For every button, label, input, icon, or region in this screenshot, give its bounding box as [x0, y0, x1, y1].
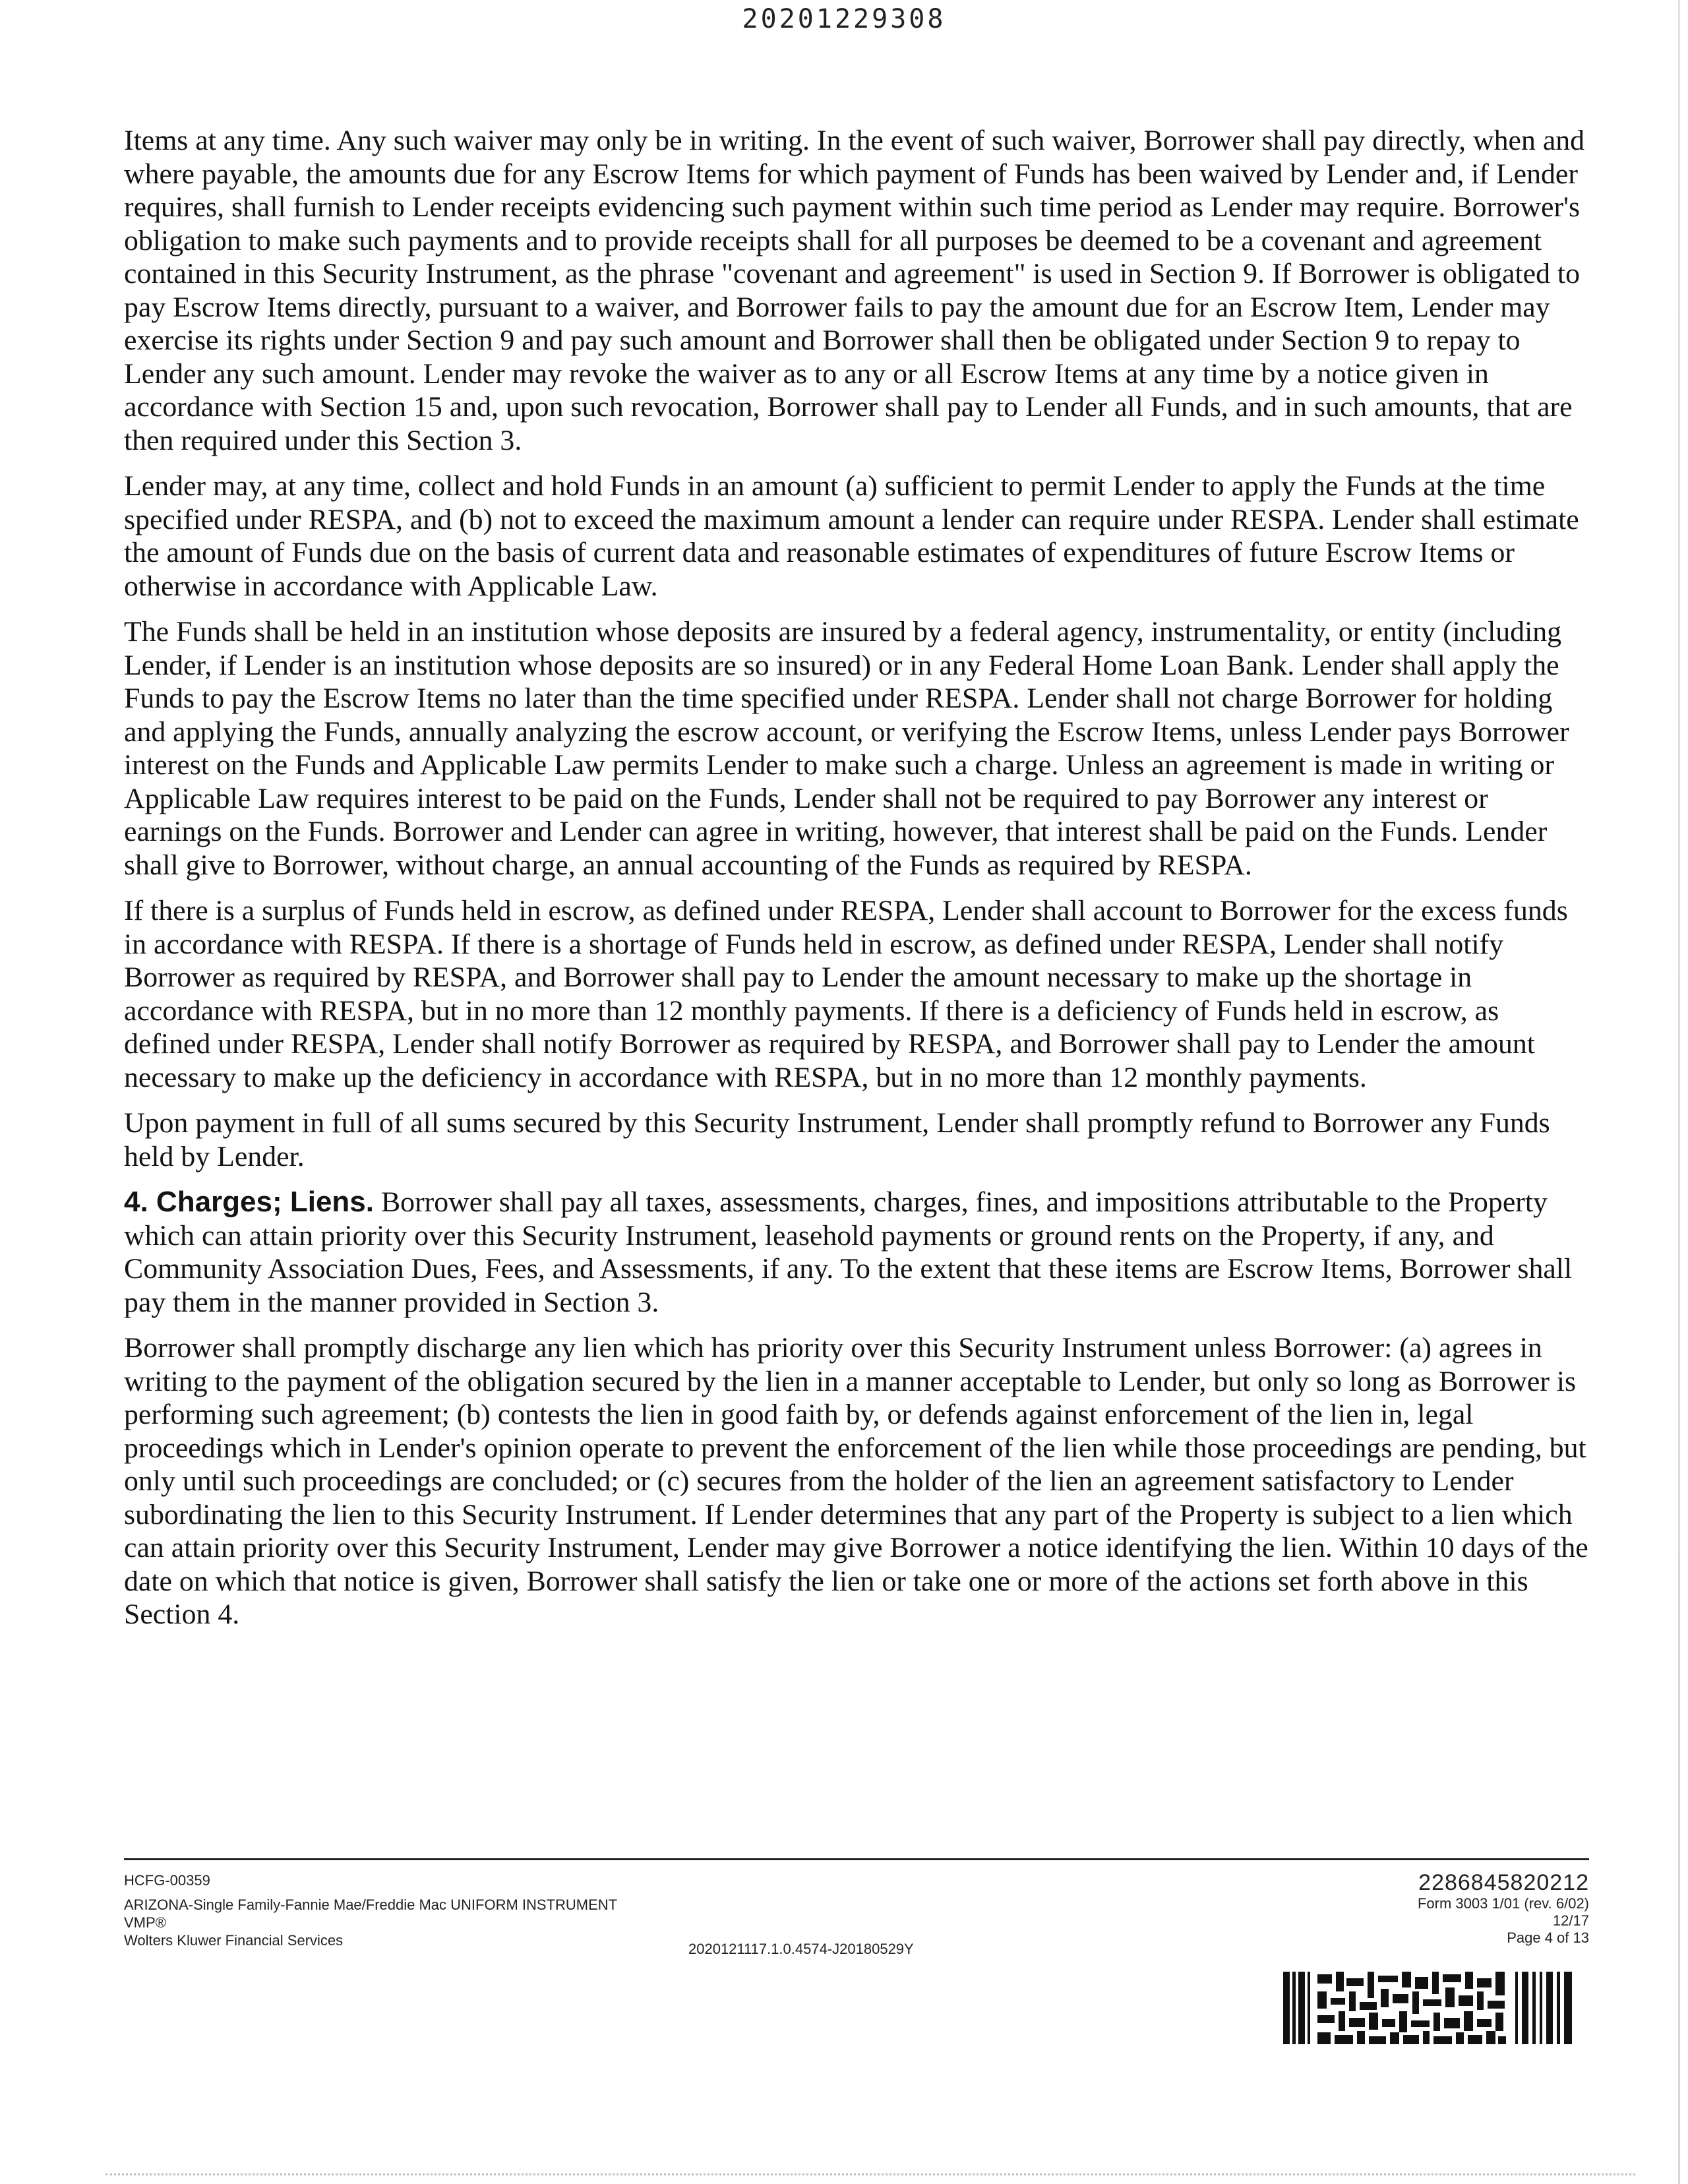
- document-id: 2020121117.1.0.4574-J20180529Y: [688, 1941, 914, 1957]
- scan-speckle-line: [106, 2173, 1635, 2177]
- footer-left-block: [124, 1871, 617, 1949]
- paragraph-surplus-shortage: If there is a surplus of Funds held in escrow, as defined under RESPA, Lender shall account to Borrower for the excess funds in accordance with RESPA. If there is a shortage of Funds held in escrow, as defined under RESPA, Lender shall notify Borrower as required by RESPA, and Borrower shall pay to Lender the amount necessary to make up the shortage in accordance with RESPA, but in no more than 12 monthly payments. If there is a deficiency of Funds held in escrow, as defined under RESPA, Lender shall notify Borrower as required by RESPA, and Borrower shall pay to Lender the amount necessary to make up the deficiency in accordance with RESPA, but in no more than 12 monthly payments.: [124, 895, 1568, 1093]
- form-code: HCFG-00359: [124, 1872, 210, 1889]
- form-number: Form 3003 1/01 (rev. 6/02): [1417, 1895, 1589, 1912]
- paragraph-collect-funds: Lender may, at any time, collect and hold Funds in an amount (a) sufficient to permit Lender to apply the Funds at the time specified under RESPA, and (b) not to exceed the maximum amount a lender can require under RESPA. Lender shall estimate the amount of Funds due on the basis of current data and reasonable estimates of expenditures of future Escrow Items or otherwise in accordance with Applicable Law.: [124, 470, 1579, 602]
- paragraph-refund: Upon payment in full of all sums secured by this Security Instrument, Lender shall promptly refund to Borrower any Funds held by Lender.: [124, 1107, 1550, 1172]
- vmp-label: VMP®: [124, 1914, 166, 1931]
- paragraph-escrow-waiver: Items at any time. Any such waiver may only be in writing. In the event of such waiver, Borrower shall pay directly, when and where payable, the amounts due for any Escrow Items for which payment of Funds has been waived by Lender and, if Lender requires, shall furnish to Lender receipts evidencing such payment within such time period as Lender may require. Borrower's obligation to make such payments and to provide receipts shall for all purposes be deemed to be a covenant and agreement contained in this Security Instrument, as the phrase "covenant and agreement" is used in Section 9. If Borrower is obligated to pay Escrow Items directly, pursuant to a waiver, and Borrower fails to pay the amount due for an Escrow Item, Lender may exercise its rights under Section 9 and pay such amount and Borrower shall then be obligated under Section 9 to repay to Lender any such amount. Lender may revoke the waiver as to any or all Escrow Items at any time by a notice given in accordance with Section 15 and, upon such revocation, Borrower shall pay to Lender all Funds, and in such amounts, that are then required under this Section 3.: [124, 125, 1585, 456]
- paragraph-lien-discharge: Borrower shall promptly discharge any lien which has priority over this Security Instrument unless Borrower: (a) agrees in writing to the payment of the obligation secured by the lien in a manner acceptable to Lender, but only so long as Borrower is performing such agreement; (b) contests the lien in good faith by, or defends against enforcement of the lien in, legal proceedings which in Lender's opinion operate to prevent the enforcement of the lien while those proceedings are pending, but only until such proceedings are concluded; or (c) secures from the holder of the lien an agreement satisfactory to Lender subordinating the lien to this Security Instrument. If Lender determines that any part of the Property is subject to a lien which can attain priority over this Security Instrument, Lender may give Borrower a notice identifying the lien. Within 10 days of the date on which that notice is given, Borrower shall satisfy the lien or take one or more of the actions set forth above in this Section 4.: [124, 1332, 1588, 1630]
- instrument-title: ARIZONA-Single Family-Fannie Mae/Freddie Mac UNIFORM INSTRUMENT: [124, 1896, 618, 1913]
- publisher-name: Wolters Kluwer Financial Services: [124, 1932, 344, 1949]
- barcode-image: [1283, 1972, 1573, 2044]
- page-number: Page 4 of 13: [1507, 1929, 1589, 1946]
- scan-edge-line: [1678, 0, 1680, 2184]
- section-4-text: Borrower shall pay all taxes, assessments, charges, fines, and impositions attributable to the Property which can attain priority over this Security Instrument, leasehold payments or ground rents on the Property, if any, and Community Association Dues, Fees, and Assessments, if any. To the extent that these items are Escrow Items, Borrower shall pay them in the manner provided in Section 3.: [124, 1186, 1573, 1318]
- footer-right-block: [1418, 1870, 1589, 1947]
- paragraph-section-4: [124, 1186, 1589, 1319]
- loan-number: 2286845820212: [1418, 1870, 1589, 1895]
- revision-date: 12/17: [1552, 1912, 1589, 1929]
- recording-number: 20201229308: [742, 4, 946, 34]
- section-heading: 4. Charges; Liens.: [124, 1186, 375, 1218]
- document-body: [124, 124, 1589, 1644]
- footer-divider: [124, 1858, 1589, 1860]
- paragraph-funds-held: The Funds shall be held in an institution whose deposits are insured by a federal agency, instrumentality, or entity (including Lender, if Lender is an institution whose deposits are so insured) or in any Federal Home Loan Bank. Lender shall apply the Funds to pay the Escrow Items no later than the time specified under RESPA. Lender shall not charge Borrower for holding and applying the Funds, annually analyzing the escrow account, or verifying the Escrow Items, unless Lender pays Borrower interest on the Funds and Applicable Law permits Lender to make such a charge. Unless an agreement is made in writing or Applicable Law requires interest to be paid on the Funds, Lender shall not be required to pay Borrower any interest or earnings on the Funds. Borrower and Lender can agree in writing, however, that interest shall be paid on the Funds. Lender shall give to Borrower, without charge, an annual accounting of the Funds as required by RESPA.: [124, 616, 1569, 881]
